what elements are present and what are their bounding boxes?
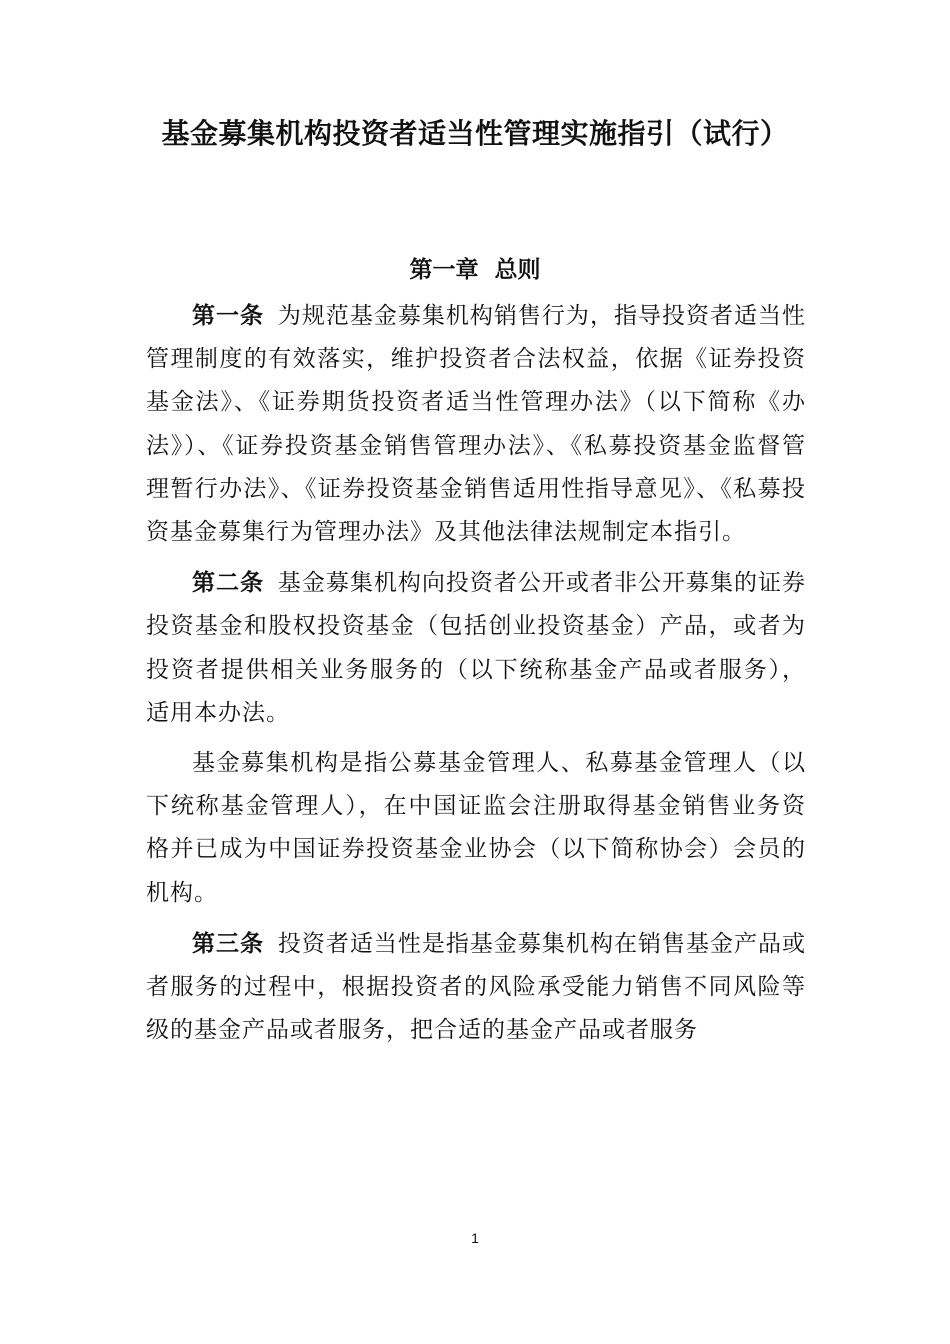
article-text: 投资者适当性是指基金募集机构在销售基金产品或者服务的过程中，根据投资者的风险承受能力销售不同风险等级的基金产品或者服务，把合适的基金产品或者服务 [146,930,807,1044]
article-2 [146,561,806,735]
article-text: 基金募集机构向投资者公开或者非公开募集的证券投资基金和股权投资基金（包括创业投资基金）产品，或者为投资者提供相关业务服务的（以下统称基金产品或者服务），适用本办法。 [146,570,807,726]
article-3 [146,922,806,1053]
article-text: 基金募集机构是指公募基金管理人、私募基金管理人（以下统称基金管理人），在中国证监会注册取得基金销售业务资格并已成为中国证券投资基金业协会（以下简称协会）会员的机构。 [146,750,806,906]
article-text: 为规范基金募集机构销售行为，指导投资者适当性管理制度的有效落实，维护投资者合法权益，依据《证券投资基金法》、《证券期货投资者适当性管理办法》（以下简称《办法》）、《证券投资基金销售管理办法》、《私募投资基金监督管理暂行办法》、《证券投资基金销售适用性指导意见》、《私募投资基金募集行为管理办法》及其他法律法规制定本指引。 [146,303,807,546]
document-body [146,294,806,1059]
article-label: 第二条 [192,569,265,597]
article-1 [146,294,806,554]
article-label: 第三条 [192,929,265,957]
chapter-heading: 第一章 总则 [409,256,541,283]
article-label: 第一条 [192,302,265,329]
document-title: 基金募集机构投资者适当性管理实施指引（试行） [161,117,789,150]
page-number: 1 [471,1230,479,1246]
article-2-continuation [146,742,806,915]
